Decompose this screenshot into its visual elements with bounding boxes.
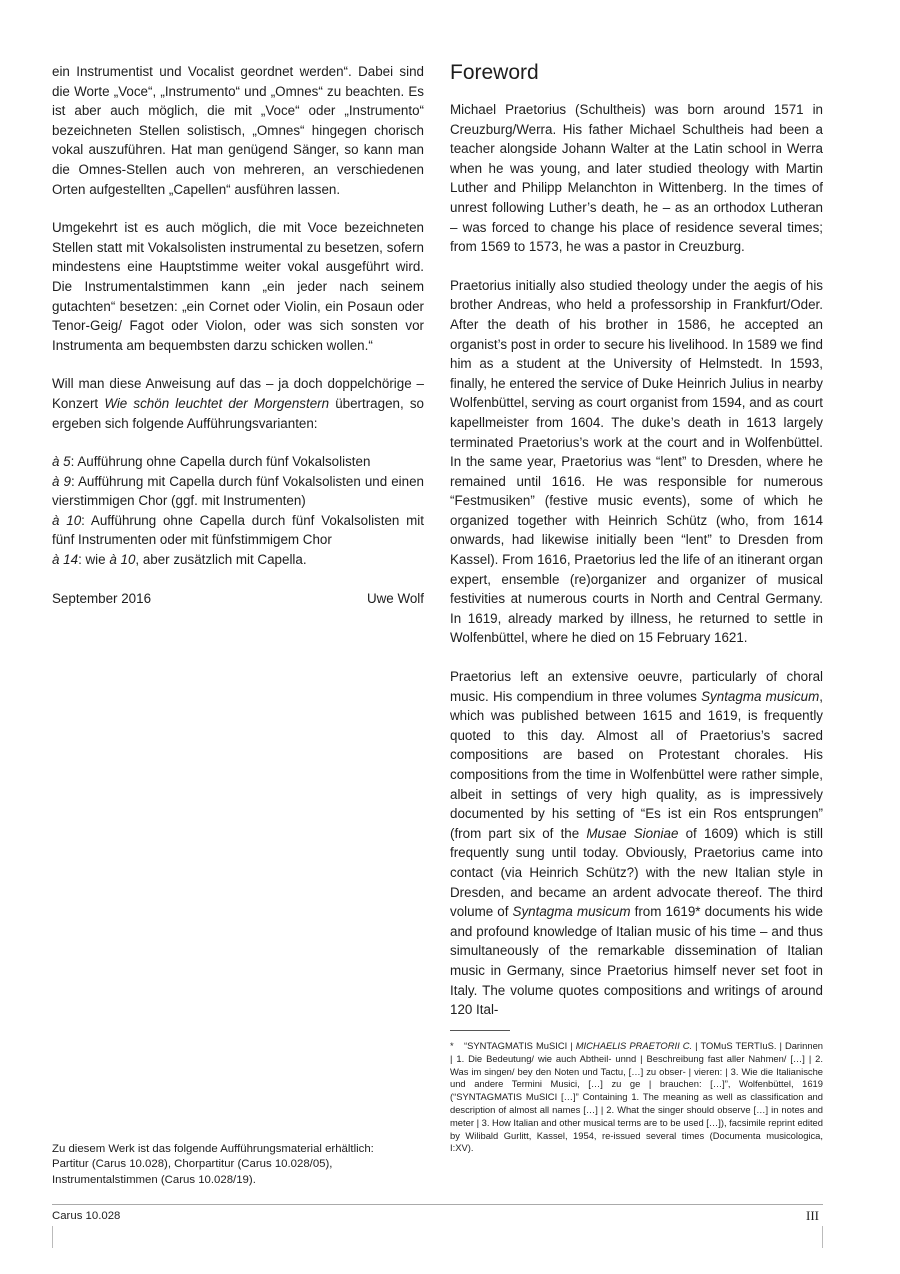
- right-column: [450, 60, 823, 1039]
- crop-mark: [52, 1226, 53, 1248]
- footnote: * “SYNTAGMATIS MuSICI | MICHAELIS PRAETORII C. | TOMuS TERTIuS. | Darinnen | 1. Die Bedeutung/ wie auch Abtheil- unnd | Beschreibung fast aller Nahmen/ […] | 2. Was im singen/ bey den Noten und Tactu, […] zu obser- | vieren: | 3. Wie die Italianische und andere Termini Musici, […] zu ge | brauchen: […]”, Wolfenbüttel, 1619 (“SYNTAGMATIS MuSICI […]” Containing 1. The meaning as well as classification and description of almost all names […] | 2. What the singer should observe […] in notes and meter | 3. How Italian and other musical terms are to be used […]), facsimile reprint edited by Wilibald Gurlitt, Kassel, 1954, re-issued several times (Documenta musicologica, I:XV).: [450, 1040, 823, 1154]
- performance-variants: [52, 452, 424, 570]
- page-number: III: [806, 1208, 819, 1223]
- left-column: [52, 62, 424, 608]
- footnote-mark: *: [450, 1040, 454, 1051]
- catalog-number: Carus 10.028: [52, 1210, 121, 1222]
- footnote-divider: [450, 1030, 510, 1031]
- variant-item: à 9: Aufführung mit Capella durch fünf Vokalsolisten und einen vierstimmigen Chor (ggf. mit Instrumenten): [52, 473, 424, 509]
- paragraph: ein Instrumentist und Vocalist geordnet werden“. Dabei sind die Worte „Voce“, „Instrumento“ und „Omnes“ zu beachten. Es ist aber auch möglich, die mit „Voce“ oder „Instrumento“ bezeichneten Stellen solistisch, „Omnes“ hingegen chorisch vokal auszuführen. Hat man genügend Sänger, so kann man die Omnes-Stellen auch von mehreren, an verschiedenen Orten aufgestellten „Capellen“ ausführen lassen.: [52, 64, 424, 197]
- paragraph: Umgekehrt ist es auch möglich, die mit Voce bezeichneten Stellen statt mit Vokalsolisten instrumental zu besetzen, sofern mindestens eine Hauptstimme weiter vokal ausgeführt wird. Die Instrumentalstimmen kann „ein jeder nach seinem gutachten“ besetzen: „ein Cornet oder Violin, ein Posaun oder Tenor-Geig/ Fagot oder Violon, oder was sich sonsten vor Instrumenta am bequembsten darzu schicken wollen.“: [52, 220, 424, 353]
- work-title: Wie schön leuchtet der Morgenstern: [104, 395, 330, 411]
- paragraph: Michael Praetorius (Schultheis) was born around 1571 in Creuzburg/Werra. His father Michael Schultheis had been a teacher alongside Johann Walter at the Latin school in Werra when he was young, and later studied theology with Martin Luther and Philipp Melanchton in Wittenberg. In the times of unrest following Luther’s death, he – as an orthodox Lutheran – was forced to change his place of residence several times; from 1569 to 1573, he was a pastor in Creuzburg.: [450, 102, 823, 255]
- paragraph: Praetorius initially also studied theology under the aegis of his brother Andreas, who held a professorship in Frankfurt/Oder. After the death of his brother in 1586, he accepted an organist’s post in order to secure his livelihood. In 1589 we find him as a student at the University of Helmstedt. In 1593, finally, he entered the service of Duke Heinrich Julius in nearby Wolfenbüttel, serving as court organist from 1594, and as court kapellmeister from 1604. The duke’s death in 1613 largely terminated Praetorius’s work at the court and in Wolfenbüttel. In the same year, Praetorius was “lent” to Dresden, where he remained until 1616. He was responsible for numerous “Festmusiken” (festive music events), some of which he organized together with Heinrich Schütz (who, from 1614 onwards, had likewise initially been “lent” to Dresden from Kassel). From 1616, Praetorius led the life of an itinerant organ expert, ensemble (re)organizer and organizer of musical festivities at numerous courts in North and Central Germany. In 1619, already marked by illness, he returned to settle in Wolfenbüttel, where he died on 15 February 1621.: [450, 277, 823, 646]
- variant-item: à 10: Aufführung ohne Capella durch fünf Vokalsolisten mit fünf Instrumenten oder mit fünfstimmigem Chor: [52, 512, 424, 548]
- crop-mark: [822, 1226, 823, 1248]
- variant-item: à 14: wie à 10, aber zusätzlich mit Capella.: [52, 552, 307, 568]
- section-heading: Foreword: [450, 61, 539, 84]
- author: Uwe Wolf: [366, 590, 424, 606]
- date: September 2016: [52, 590, 152, 606]
- variant-item: à 5: Aufführung ohne Capella durch fünf Vokalsolisten: [52, 454, 371, 470]
- performance-material-note: Zu diesem Werk ist das folgende Aufführungsmaterial erhältlich: Partitur (Carus 10.028), Chorpartitur (Carus 10.028/05), Instrumentalstimmen (Carus 10.028/19).: [52, 1143, 374, 1186]
- paragraph: Will man diese Anweisung auf das – ja doch doppelchörige – Konzert Wie schön leuchtet der Morgenstern übertragen, so ergeben sich folgende Aufführungsvarianten:: [52, 376, 424, 431]
- footer-divider: [52, 1204, 823, 1205]
- paragraph: Praetorius left an extensive oeuvre, particularly of choral music. His compendium in three volumes Syntagma musicum, which was published between 1615 and 1619, is frequently quoted to this day. Almost all of Praetorius’s sacred compositions are based on Protestant chorales. His compositions from the time in Wolfenbüttel were rather simple, albeit in settings of very high quality, as is impressively documented by his setting of “Es ist ein Ros entsprungen” (from part six of the Musae Sioniae of 1609) which is still frequently sung until today. Obviously, Praetorius came into contact (via Heinrich Schütz?) with the new Italian style in Dresden, and became an ardent advocate thereof. The third volume of Syntagma musicum from 1619* documents his wide and profound knowledge of Italian music of his time – and thus simultaneously of the remarkable dissemination of Italian music in Germany, since Praetorius himself never set foot in Italy. The volume quotes compositions and writings of around 120 Ital-: [450, 669, 823, 1018]
- signature-line: [52, 589, 424, 609]
